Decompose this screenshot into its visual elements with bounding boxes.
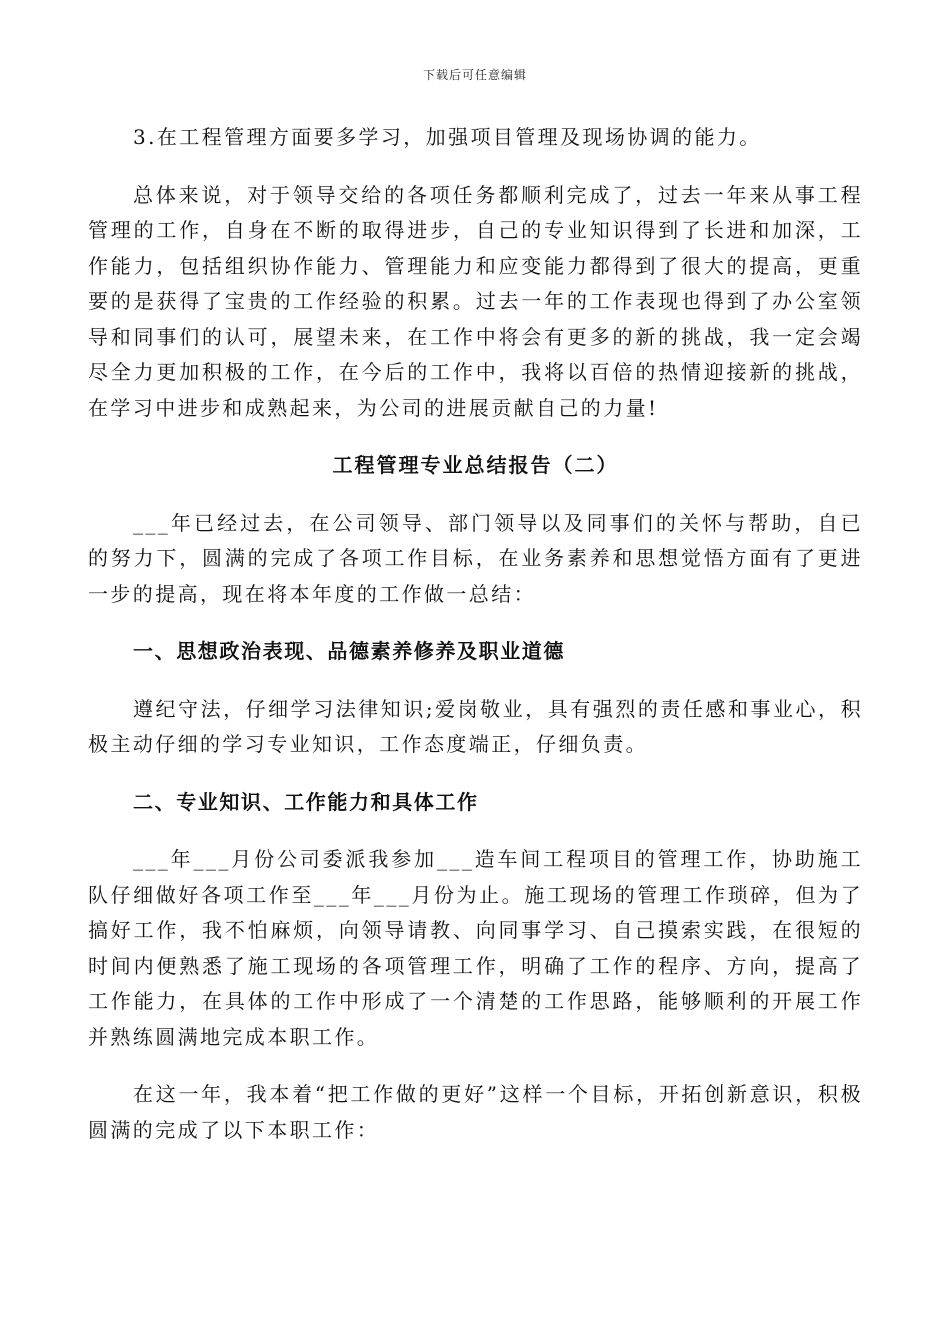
list-item-3: 3.在工程管理方面要多学习，加强项目管理及现场协调的能力。 [133, 125, 762, 149]
closing-paragraph: 在这一年，我本着“把工作做的更好”这样一个目标，开拓创新意识，积极圆满的完成了以下本职工作： [88, 1082, 863, 1142]
section-1-paragraph: 遵纪守法，仔细学习法律知识;爱岗敬业，具有强烈的责任感和事业心，积极主动仔细的学习专业知识，工作态度端正，仔细负责。 [88, 696, 863, 756]
summary-paragraph: 总体来说，对于领导交给的各项任务都顺利完成了，过去一年来从事工程管理的工作，自身在不断的取得进步，自己的专业知识得到了长进和加深，工作能力，包括组织协作能力、管理能力和应变能力都得到了很大的提高，更重要的是获得了宝贵的工作经验的积累。过去一年的工作表现也得到了办公室领导和同事们的认可，展望未来，在工作中将会有更多的新的挑战，我一定会竭尽全力更加积极的工作，在今后的工作中，我将以百倍的热情迎接新的挑战，在学习中进步和成熟起来，为公司的进展贡献自己的力量! [88, 182, 863, 420]
section-2-paragraph: ___年___月份公司委派我参加___造车间工程项目的管理工作，协助施工队仔细做好各项工作至___年___月份为止。施工现场的管理工作琐碎，但为了搞好工作，我不怕麻烦，向领导请教、向同事学习、自己摸索实践，在很短的时间内便熟悉了施工现场的各项管理工作，明确了工作的程序、方向，提高了工作能力，在具体的工作中形成了一个清楚的工作思路，能够顺利的开展工作并熟练圆满地完成本职工作。 [88, 847, 863, 1049]
document-body [88, 120, 863, 1148]
intro-paragraph: ___年已经过去，在公司领导、部门领导以及同事们的关怀与帮助，自已的努力下，圆满的完成了各项工作目标，在业务素养和思想觉悟方面有了更进一步的提高，现在将本年度的工作做一总结： [88, 510, 863, 606]
header-note: 下载后可任意编辑 [422, 68, 527, 82]
report-title: 工程管理专业总结报告（二） [332, 453, 619, 477]
section-heading-1: 一、思想政治表现、品德素养修养及职业道德 [133, 639, 565, 663]
section-heading-2: 二、专业知识、工作能力和具体工作 [133, 789, 479, 814]
